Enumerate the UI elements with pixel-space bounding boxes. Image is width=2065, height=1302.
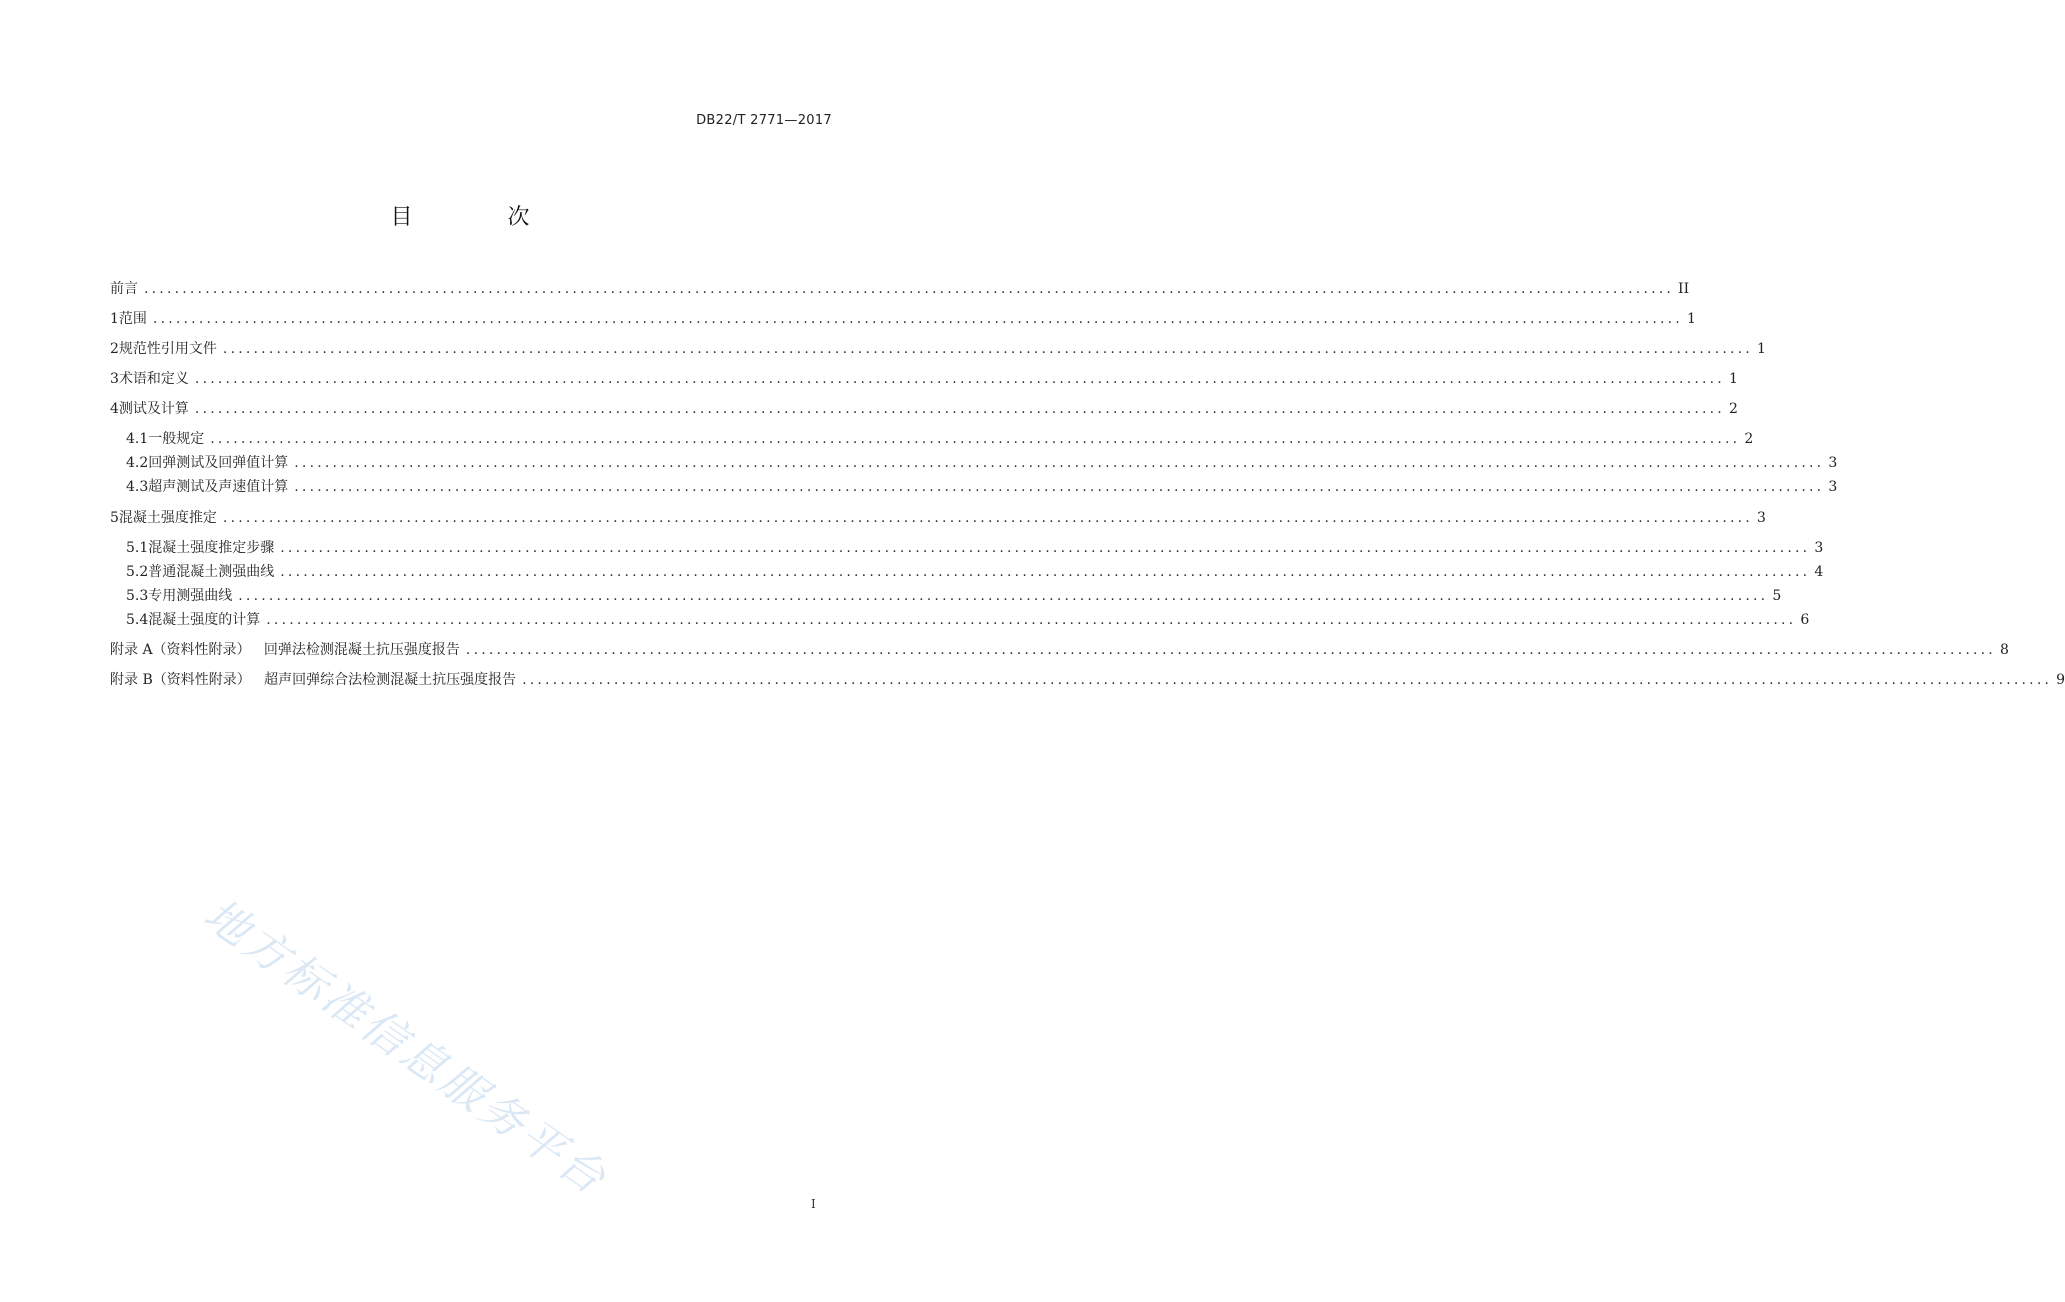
- toc-row-4[interactable]: [110, 399, 1738, 419]
- toc-leader: ........................................................................................................................................................................................................: [222, 510, 1753, 526]
- toc-row-5[interactable]: [110, 508, 1766, 528]
- toc-label: 普通混凝土测强曲线: [148, 564, 275, 580]
- toc-leader: ........................................................................................................................................................................................................: [152, 311, 1683, 327]
- toc-label: 前言: [110, 281, 138, 297]
- toc-number: 5.3: [126, 588, 149, 604]
- toc-leader: ........................................................................................................................................................................................................: [294, 479, 1825, 495]
- toc-row-5-2[interactable]: [126, 562, 1824, 582]
- toc-row-2[interactable]: [110, 339, 1766, 359]
- toc-number: 5.4: [126, 612, 149, 628]
- toc-label: 附录 A（资料性附录） 回弹法检测混凝土抗压强度报告: [110, 642, 460, 658]
- toc-label: 混凝土强度推定: [118, 510, 217, 526]
- toc-number: 5: [110, 510, 119, 526]
- toc-number: 1: [110, 311, 119, 327]
- page-number: I: [811, 1197, 816, 1211]
- toc-row-3[interactable]: [110, 369, 1738, 389]
- toc-label: 一般规定: [148, 431, 205, 447]
- toc-row-1[interactable]: [110, 309, 1696, 329]
- toc-leader: ........................................................................................................................................................................................................: [238, 588, 1769, 604]
- toc-page: 3: [1828, 455, 1838, 471]
- toc-leader: ........................................................................................................................................................................................................: [280, 540, 1811, 556]
- toc-row-5-1[interactable]: [126, 538, 1824, 558]
- toc-page: 1: [1686, 311, 1696, 327]
- toc-leader: ........................................................................................................................................................................................................: [222, 341, 1753, 357]
- toc-row-4-3[interactable]: [126, 477, 1838, 497]
- toc-leader: ........................................................................................................................................................................................................: [210, 431, 1741, 447]
- toc-number: 2: [110, 341, 119, 357]
- toc-row-appendix-a[interactable]: [110, 640, 2009, 660]
- toc-page: 3: [1756, 510, 1766, 526]
- toc-label: 混凝土强度推定步骤: [148, 540, 275, 556]
- toc-number: 5.2: [126, 564, 149, 580]
- toc-number: 4.3: [126, 479, 149, 495]
- toc-number: 4.1: [126, 431, 149, 447]
- standard-code: DB22/T 2771—2017: [696, 113, 832, 128]
- toc-page: 1: [1728, 371, 1738, 387]
- toc-page: 8: [1999, 642, 2009, 658]
- toc-label: 附录 B（资料性附录） 超声回弹综合法检测混凝土抗压强度报告: [110, 672, 517, 688]
- toc-page: 2: [1728, 401, 1738, 417]
- toc-row-preface[interactable]: [110, 279, 1690, 299]
- toc-page: 1: [1756, 341, 1766, 357]
- toc-label: 专用测强曲线: [148, 588, 233, 604]
- toc-number: 4.2: [126, 455, 149, 471]
- toc-page: 3: [1828, 479, 1838, 495]
- toc-number: 4: [110, 401, 119, 417]
- toc-leader: ........................................................................................................................................................................................................: [194, 371, 1725, 387]
- toc-row-4-1[interactable]: [126, 429, 1754, 449]
- toc-label: 测试及计算: [118, 401, 189, 417]
- toc-leader: ........................................................................................................................................................................................................: [194, 401, 1725, 417]
- toc-page: 6: [1800, 612, 1810, 628]
- toc-leader: ........................................................................................................................................................................................................: [522, 672, 2053, 688]
- toc-row-5-3[interactable]: [126, 586, 1782, 606]
- page-title: 目 次: [390, 205, 574, 230]
- toc-leader: ........................................................................................................................................................................................................: [144, 281, 1675, 297]
- toc-number: 5.1: [126, 540, 149, 556]
- toc-page: 5: [1772, 588, 1782, 604]
- toc-page: II: [1678, 281, 1690, 297]
- toc-label: 混凝土强度的计算: [148, 612, 261, 628]
- toc-leader: ........................................................................................................................................................................................................: [294, 455, 1825, 471]
- toc-page: 3: [1814, 540, 1824, 556]
- toc-label: 规范性引用文件: [118, 341, 217, 357]
- toc-label: 超声测试及声速值计算: [148, 479, 289, 495]
- toc-label: 回弹测试及回弹值计算: [148, 455, 289, 471]
- toc-leader: ........................................................................................................................................................................................................: [280, 564, 1811, 580]
- toc-leader: ........................................................................................................................................................................................................: [266, 612, 1797, 628]
- toc-page: 2: [1744, 431, 1754, 447]
- toc-leader: ........................................................................................................................................................................................................: [465, 642, 1996, 658]
- toc-number: 3: [110, 371, 119, 387]
- toc-row-4-2[interactable]: [126, 453, 1838, 473]
- toc-page: 9: [2056, 672, 2065, 688]
- watermark: 地方标准信息服务平台: [194, 889, 617, 1207]
- toc-label: 范围: [118, 311, 147, 327]
- toc-label: 术语和定义: [118, 371, 189, 387]
- toc-page: 4: [1814, 564, 1824, 580]
- toc-row-5-4[interactable]: [126, 610, 1810, 630]
- toc-row-appendix-b[interactable]: [110, 670, 2065, 690]
